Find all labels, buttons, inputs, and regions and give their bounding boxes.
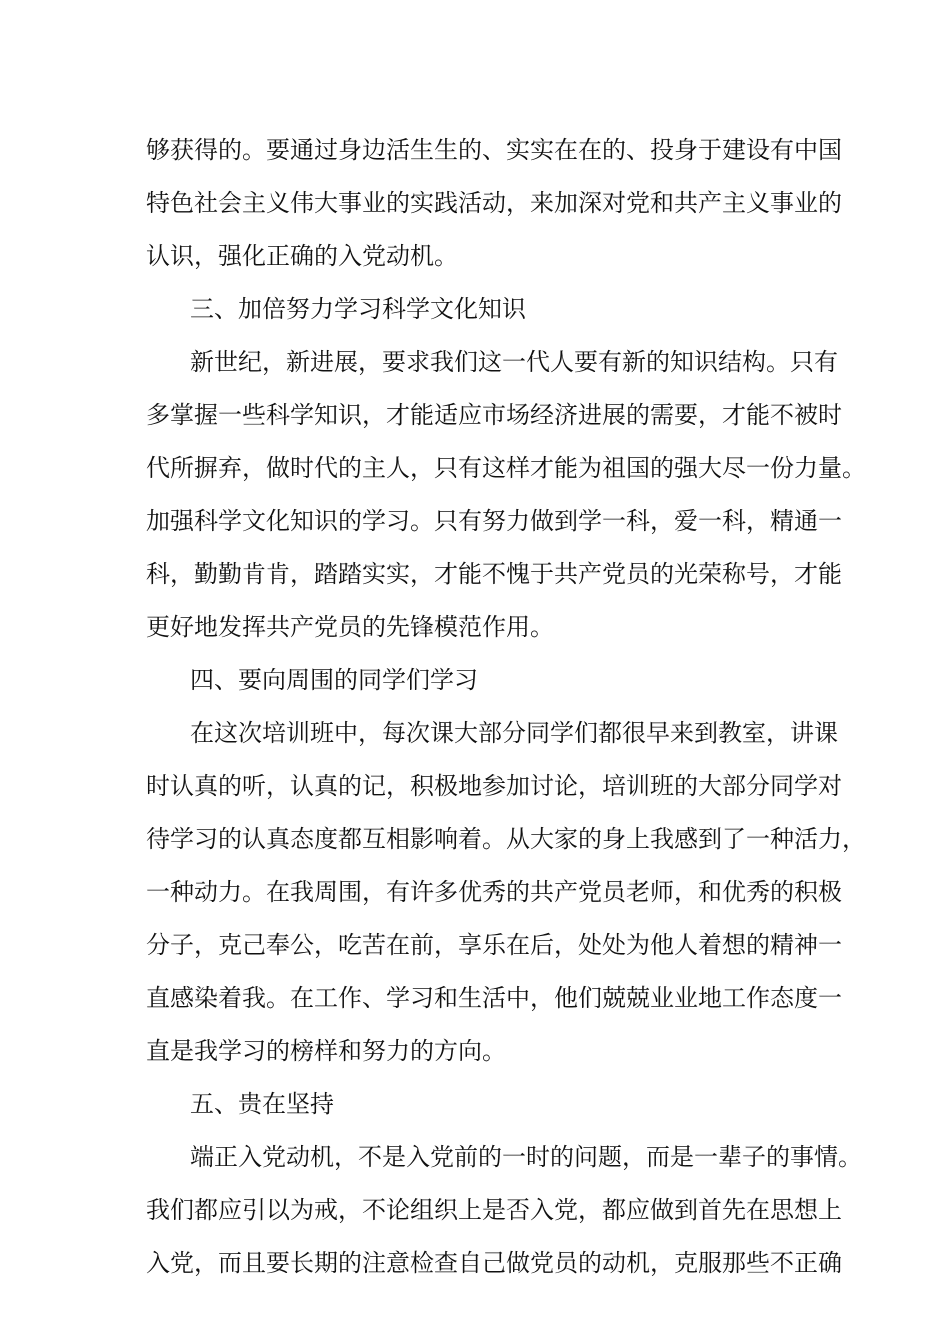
paragraph-line: 直是我学习的榜样和努力的方向。	[146, 1037, 506, 1065]
paragraph-line: 在这次培训班中，每次课大部分同学们都很早来到教室，讲课	[190, 719, 838, 747]
paragraph-line: 一种动力。在我周围，有许多优秀的共产党员老师，和优秀的积极	[146, 878, 842, 906]
paragraph-line: 分子，克己奉公，吃苦在前，享乐在后，处处为他人着想的精神一	[146, 931, 842, 959]
paragraph-line: 新世纪，新进展，要求我们这一代人要有新的知识结构。只有	[190, 348, 838, 376]
section-heading: 三、加倍努力学习科学文化知识	[190, 295, 526, 323]
paragraph-line: 够获得的。要通过身边活生生的、实实在在的、投身于建设有中国	[146, 136, 842, 164]
paragraph-line: 认识，强化正确的入党动机。	[146, 242, 458, 270]
section-heading: 四、要向周围的同学们学习	[190, 666, 478, 694]
paragraph-line: 科，勤勤肯肯，踏踏实实，才能不愧于共产党员的光荣称号，才能	[146, 560, 842, 588]
paragraph-line: 加强科学文化知识的学习。只有努力做到学一科，爱一科，精通一	[146, 507, 842, 535]
paragraph-line: 时认真的听，认真的记，积极地参加讨论，培训班的大部分同学对	[146, 772, 842, 800]
paragraph-line: 多掌握一些科学知识，才能适应市场经济进展的需要，才能不被时	[146, 401, 842, 429]
paragraph-line: 待学习的认真态度都互相影响着。从大家的身上我感到了一种活力，	[146, 825, 866, 853]
paragraph-line: 代所摒弃，做时代的主人，只有这样才能为祖国的强大尽一份力量。	[146, 454, 866, 482]
paragraph-line: 直感染着我。在工作、学习和生活中，他们兢兢业业地工作态度一	[146, 984, 842, 1012]
section-heading: 五、贵在坚持	[190, 1090, 334, 1118]
paragraph-line: 入党，而且要长期的注意检查自己做党员的动机，克服那些不正确	[146, 1249, 842, 1277]
paragraph-line: 端正入党动机，不是入党前的一时的问题，而是一辈子的事情。	[190, 1143, 862, 1171]
paragraph-line: 我们都应引以为戒，不论组织上是否入党，都应做到首先在思想上	[146, 1196, 842, 1224]
paragraph-line: 更好地发挥共产党员的先锋模范作用。	[146, 613, 554, 641]
paragraph-line: 特色社会主义伟大事业的实践活动，来加深对党和共产主义事业的	[146, 189, 842, 217]
